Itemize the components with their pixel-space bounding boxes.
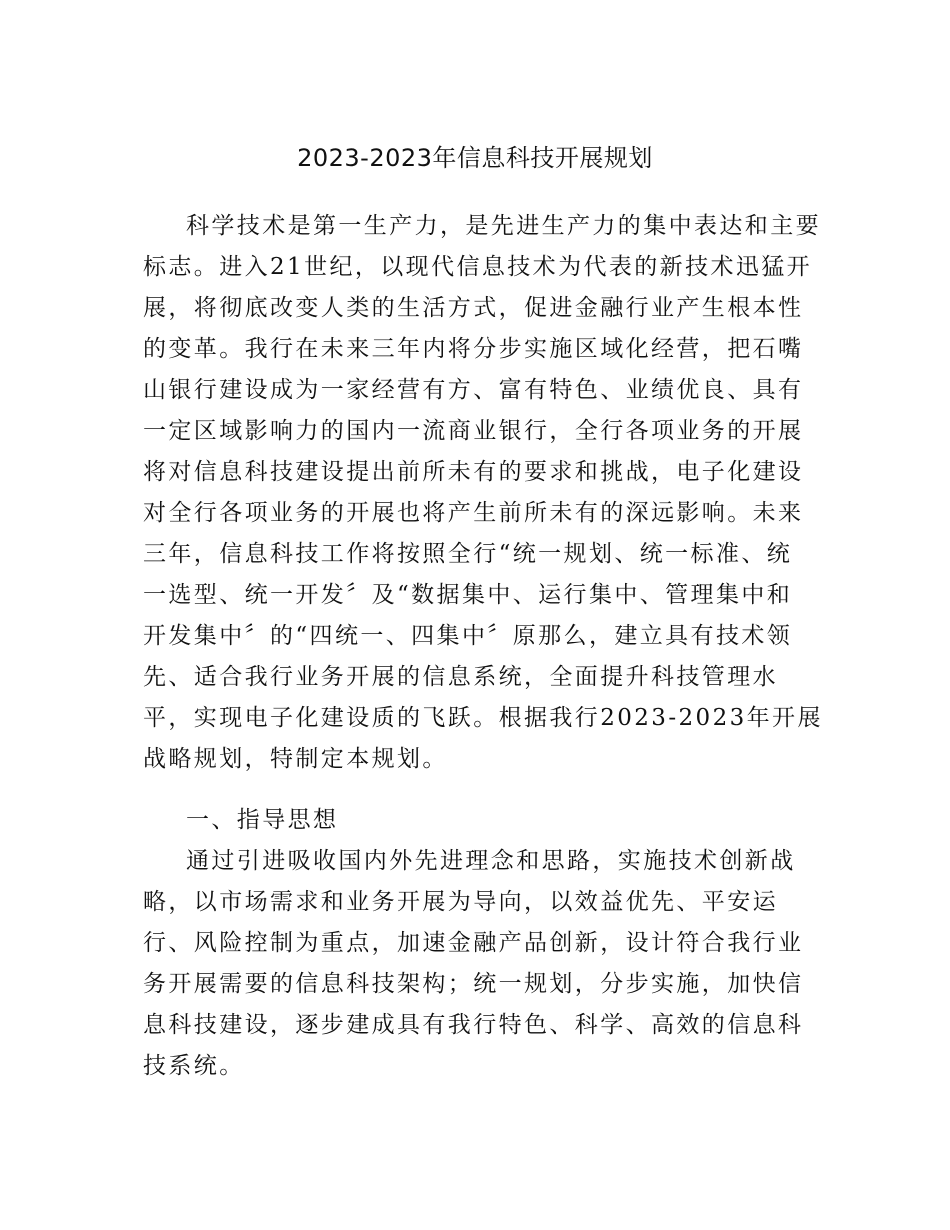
paragraph-line: 战略规划，特制定本规划。 — [143, 746, 448, 772]
paragraph-line: 对全行各项业务的开展也将产生前所未有的深远影响。未来 — [143, 500, 804, 526]
document-title: 2023-2023年信息科技开展规划 — [297, 144, 653, 172]
paragraph-line: 务开展需要的信息科技架构；统一规划，分步实施，加快信 — [143, 971, 804, 997]
paragraph-line: 行、风险控制为重点，加速金融产品创新，设计符合我行业 — [143, 930, 804, 956]
paragraph-line: 科学技术是第一生产力，是先进生产力的集中表达和主要 — [186, 213, 821, 239]
paragraph-line: 息科技建设，逐步建成具有我行特色、科学、高效的信息科 — [143, 1012, 804, 1038]
section-heading: 一、指导思想 — [186, 807, 339, 833]
paragraph-line: 平，实现电子化建设质的飞跃。根据我行2023-2023年开展 — [143, 705, 823, 731]
paragraph-line: 将对信息科技建设提出前所未有的要求和挑战，电子化建设 — [143, 459, 804, 485]
paragraph-line: 开发集中〞的“四统一、四集中〞原那么，建立具有技术领 — [143, 623, 793, 649]
paragraph-line: 三年，信息科技工作将按照全行“统一规划、统一标准、统 — [143, 541, 793, 567]
paragraph-line: 的变革。我行在未来三年内将分步实施区域化经营，把石嘴 — [143, 336, 804, 362]
paragraph-line: 通过引进吸收国内外先进理念和思路，实施技术创新战 — [186, 848, 796, 874]
paragraph-line: 略，以市场需求和业务开展为导向，以效益优先、平安运 — [143, 889, 778, 915]
paragraph-line: 一选型、统一开发〞及“数据集中、运行集中、管理集中和 — [143, 582, 793, 608]
paragraph-line: 山银行建设成为一家经营有方、富有特色、业绩优良、具有 — [143, 377, 804, 403]
paragraph-line: 技系统。 — [143, 1053, 245, 1079]
paragraph-line: 先、适合我行业务开展的信息系统，全面提升科技管理水 — [143, 664, 778, 690]
paragraph-line: 一定区域影响力的国内一流商业银行，全行各项业务的开展 — [143, 418, 804, 444]
paragraph-line: 展，将彻底改变人类的生活方式，促进金融行业产生根本性 — [143, 295, 804, 321]
paragraph-line: 标志。进入21世纪，以现代信息技术为代表的新技术迅猛开 — [143, 254, 813, 280]
